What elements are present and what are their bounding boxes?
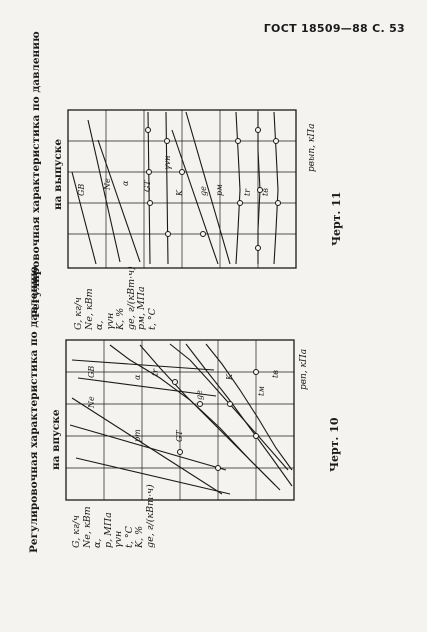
right-label-tv: tв [261, 188, 270, 196]
left-label-k: K [225, 374, 234, 380]
right-label-gb: GB [77, 183, 86, 196]
right-label-pm: pм [215, 184, 224, 196]
right-x-label: pвып, кПа [307, 123, 317, 172]
right-label-gt: GT [143, 180, 152, 192]
right-curve-labels [77, 124, 317, 197]
left-figure-subtitle: на впуске [50, 409, 62, 470]
right-curve-pm [236, 112, 240, 264]
left-curve-pm [70, 425, 226, 470]
right-curve-gvn [166, 112, 168, 264]
left-figure-caption: Черт. 10 [328, 417, 341, 472]
left-curve-tv [206, 344, 292, 470]
right-label-ge: ge [199, 186, 208, 196]
left-label-ge: ge [195, 390, 204, 400]
left-label-alpha: α [133, 374, 142, 380]
left-label-tv: tв [271, 370, 280, 378]
right-figure-subtitle: на выпуске [52, 138, 64, 210]
left-label-tr: tr [151, 368, 160, 376]
left-label-gt: GT [175, 430, 184, 442]
right-figure-y-labels: G, кг/ч Ne, кВт α, γvн K, % ge, г/(кВт·ч) pм, МПа t, °С [73, 266, 158, 330]
left-label-gb: GB [87, 365, 96, 378]
left-figure-title: Регулировочная характеристика по давлению [28, 266, 40, 553]
left-chart-curves [70, 344, 292, 494]
left-label-pm: pm [133, 429, 142, 442]
right-curve-alpha [98, 140, 140, 262]
right-curve-tv [274, 112, 278, 264]
left-x-label: pвп, кПа [299, 348, 309, 390]
right-figure-title: Регулировочная характеристика по давлению [30, 31, 42, 318]
right-label-gvn: γvн [163, 155, 172, 170]
page-header: ГОСТ 18509—88 С. 53 [263, 22, 405, 35]
left-curve-gt [76, 458, 230, 494]
left-curve-alpha [72, 398, 222, 494]
left-curve-k [170, 344, 288, 470]
right-label-alpha: α [121, 180, 130, 186]
right-figure-caption: Черт. 11 [330, 191, 343, 246]
left-label-ne: Ne [87, 396, 96, 408]
right-label-k: K [175, 190, 184, 196]
left-figure-y-labels: G, кг/ч Ne, кВт α, p, МПа γvн t, °С K, % ge, г/(кВт·ч) [71, 484, 156, 548]
right-label-tr: tr [243, 188, 252, 196]
right-label-ne: Ne [103, 178, 112, 190]
left-label-tm: tм [257, 386, 266, 396]
